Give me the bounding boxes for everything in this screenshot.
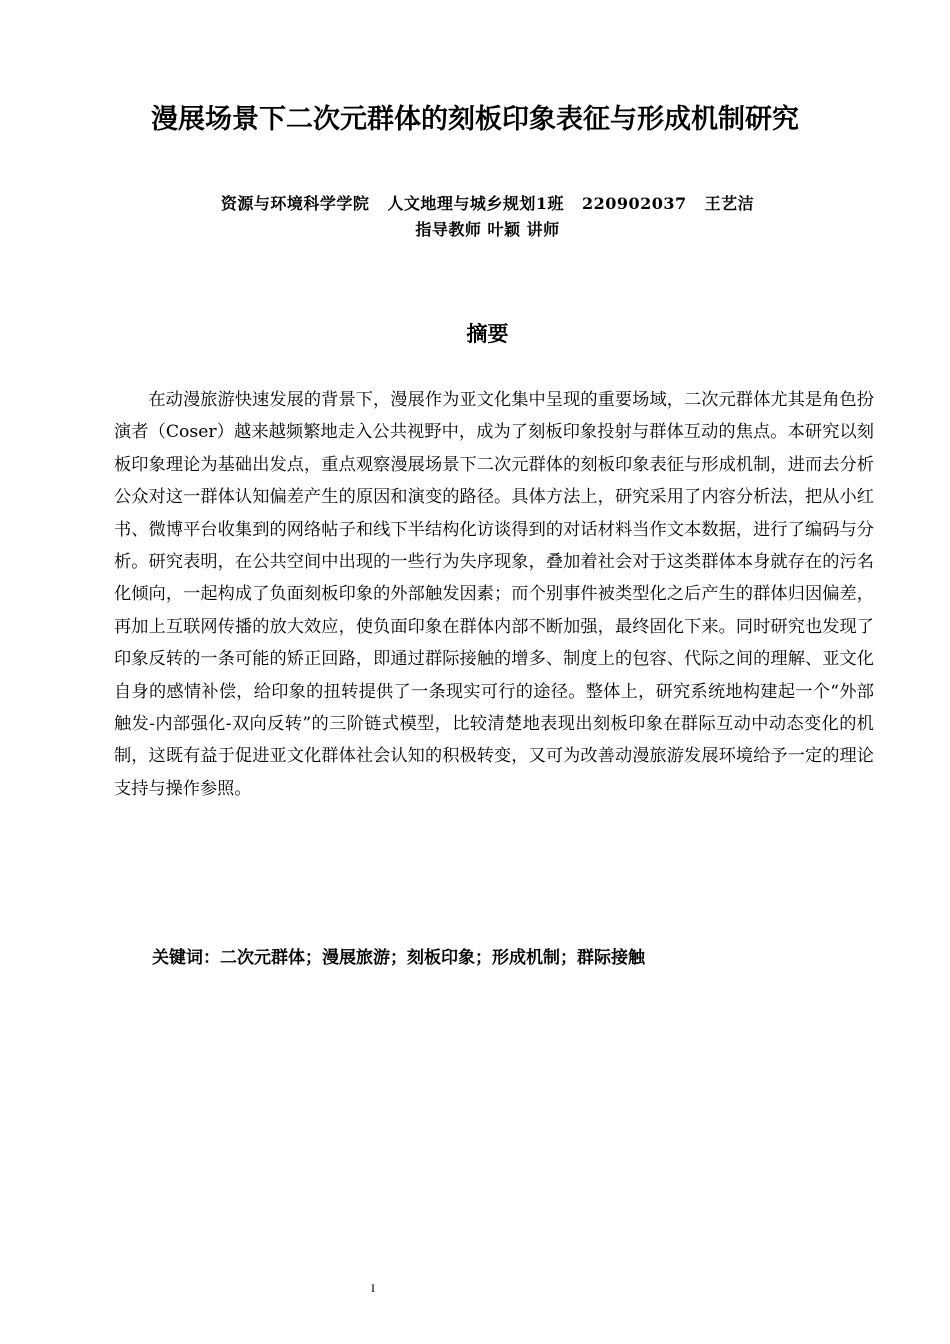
advisor-line: 指导教师 叶颖 讲师 xyxy=(415,220,560,239)
author-class: 人文地理与城乡规划1班 xyxy=(387,194,564,213)
page-number: I xyxy=(371,1281,375,1295)
author-line xyxy=(0,192,950,216)
author-student-id: 220902037 xyxy=(581,194,687,213)
paper-title: 漫展场景下二次元群体的刻板印象表征与形成机制研究 xyxy=(151,104,799,135)
abstract-heading: 摘要 xyxy=(466,322,509,346)
author-name: 王艺洁 xyxy=(704,194,755,213)
author-school: 资源与环境科学学院 xyxy=(220,194,370,213)
abstract-body: 在动漫旅游快速发展的背景下，漫展作为亚文化集中呈现的重要场域，二次元群体尤其是角色扮演者（Coser）越来越频繁地走入公共视野中，成为了刻板印象投射与群体互动的焦点。本研究以刻板印象理论为基础出发点，重点观察漫展场景下二次元群体的刻板印象表征与形成机制，进而去分析公众对这一群体认知偏差产生的原因和演变的路径。具体方法上，研究采用了内容分析法，把从小红书、微博平台收集到的网络帖子和线下半结构化访谈得到的对话材料当作文本数据，进行了编码与分析。研究表明，在公共空间中出现的一些行为失序现象，叠加着社会对于这类群体本身就存在的污名化倾向，一起构成了负面刻板印象的外部触发因素；而个别事件被类型化之后产生的群体归因偏差，再加上互联网传播的放大效应，使负面印象在群体内部不断加强，最终固化下来。同时研究也发现了印象反转的一条可能的矫正回路，即通过群际接触的增多、制度上的包容、代际之间的理解、亚文化自身的感情补偿，给印象的扭转提供了一条现实可行的途径。整体上，研究系统地构建起一个“外部触发-内部强化-双向反转”的三阶链式模型，比较清楚地表现出刻板印象在群际互动中动态变化的机制，这既有益于促进亚文化群体社会认知的积极转变，又可为改善动漫旅游发展环境给予一定的理论支持与操作参照。 xyxy=(114,390,874,799)
keywords-line: 关键词：二次元群体；漫展旅游；刻板印象；形成机制；群际接触 xyxy=(152,948,645,968)
